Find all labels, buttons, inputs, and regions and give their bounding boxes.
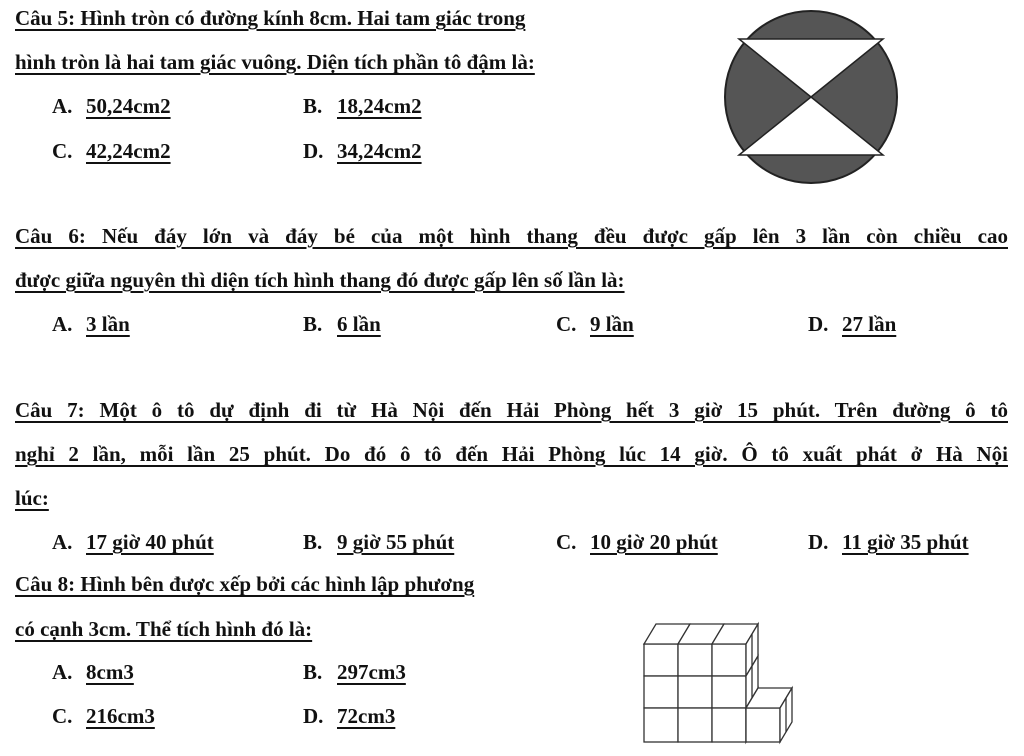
q8-option-a[interactable]: A. 8cm3 bbox=[52, 660, 134, 684]
q8-option-c[interactable]: C. 216cm3 bbox=[52, 704, 155, 728]
q6-option-b[interactable]: B. 6 lần bbox=[303, 312, 381, 336]
q7-line-1: Câu 7: Một ô tô dự định đi từ Hà Nội đến Hải Phòng hết 3 giờ 15 phút. Trên đường ô tô bbox=[15, 398, 1008, 422]
q6-option-d[interactable]: D. 27 lần bbox=[808, 312, 897, 336]
q8-option-d[interactable]: D. 72cm3 bbox=[303, 704, 396, 728]
q8-line-2: có cạnh 3cm. Thể tích hình đó là: bbox=[15, 617, 313, 641]
q5-line-1: Câu 5: Hình tròn có đường kính 8cm. Hai tam giác trong bbox=[15, 6, 526, 30]
q6-option-c[interactable]: C. 9 lần bbox=[556, 312, 634, 336]
q5-option-a[interactable]: A. 50,24cm2 bbox=[52, 94, 171, 118]
q5-option-b[interactable]: B. 18,24cm2 bbox=[303, 94, 422, 118]
q7-line-3: lúc: bbox=[15, 486, 49, 510]
circle-triangles-figure bbox=[722, 8, 900, 186]
q8-line-1: Câu 8: Hình bên được xếp bởi các hình lập phương bbox=[15, 572, 475, 596]
q5-option-d[interactable]: D. 34,24cm2 bbox=[303, 139, 422, 163]
q6-line-1: Câu 6: Nếu đáy lớn và đáy bé của một hình thang đều được gấp lên 3 lần còn chiều cao bbox=[15, 224, 1008, 248]
q7-option-a[interactable]: A. 17 giờ 40 phút bbox=[52, 530, 214, 554]
q7-option-b[interactable]: B. 9 giờ 55 phút bbox=[303, 530, 455, 554]
q6-option-a[interactable]: A. 3 lần bbox=[52, 312, 130, 336]
q6-line-2: được giữa nguyên thì diện tích hình thang đó được gấp lên số lần là: bbox=[15, 268, 625, 292]
cube-stack-figure bbox=[640, 618, 806, 748]
q5-line-2: hình tròn là hai tam giác vuông. Diện tích phần tô đậm là: bbox=[15, 50, 535, 74]
q7-line-2: nghỉ 2 lần, mỗi lần 25 phút. Do đó ô tô đến Hải Phòng lúc 14 giờ. Ô tô xuất phát ở Hà Nội bbox=[15, 442, 1008, 466]
q7-option-d[interactable]: D. 11 giờ 35 phút bbox=[808, 530, 969, 554]
q8-option-b[interactable]: B. 297cm3 bbox=[303, 660, 406, 684]
q5-option-c[interactable]: C. 42,24cm2 bbox=[52, 139, 171, 163]
q7-option-c[interactable]: C. 10 giờ 20 phút bbox=[556, 530, 718, 554]
